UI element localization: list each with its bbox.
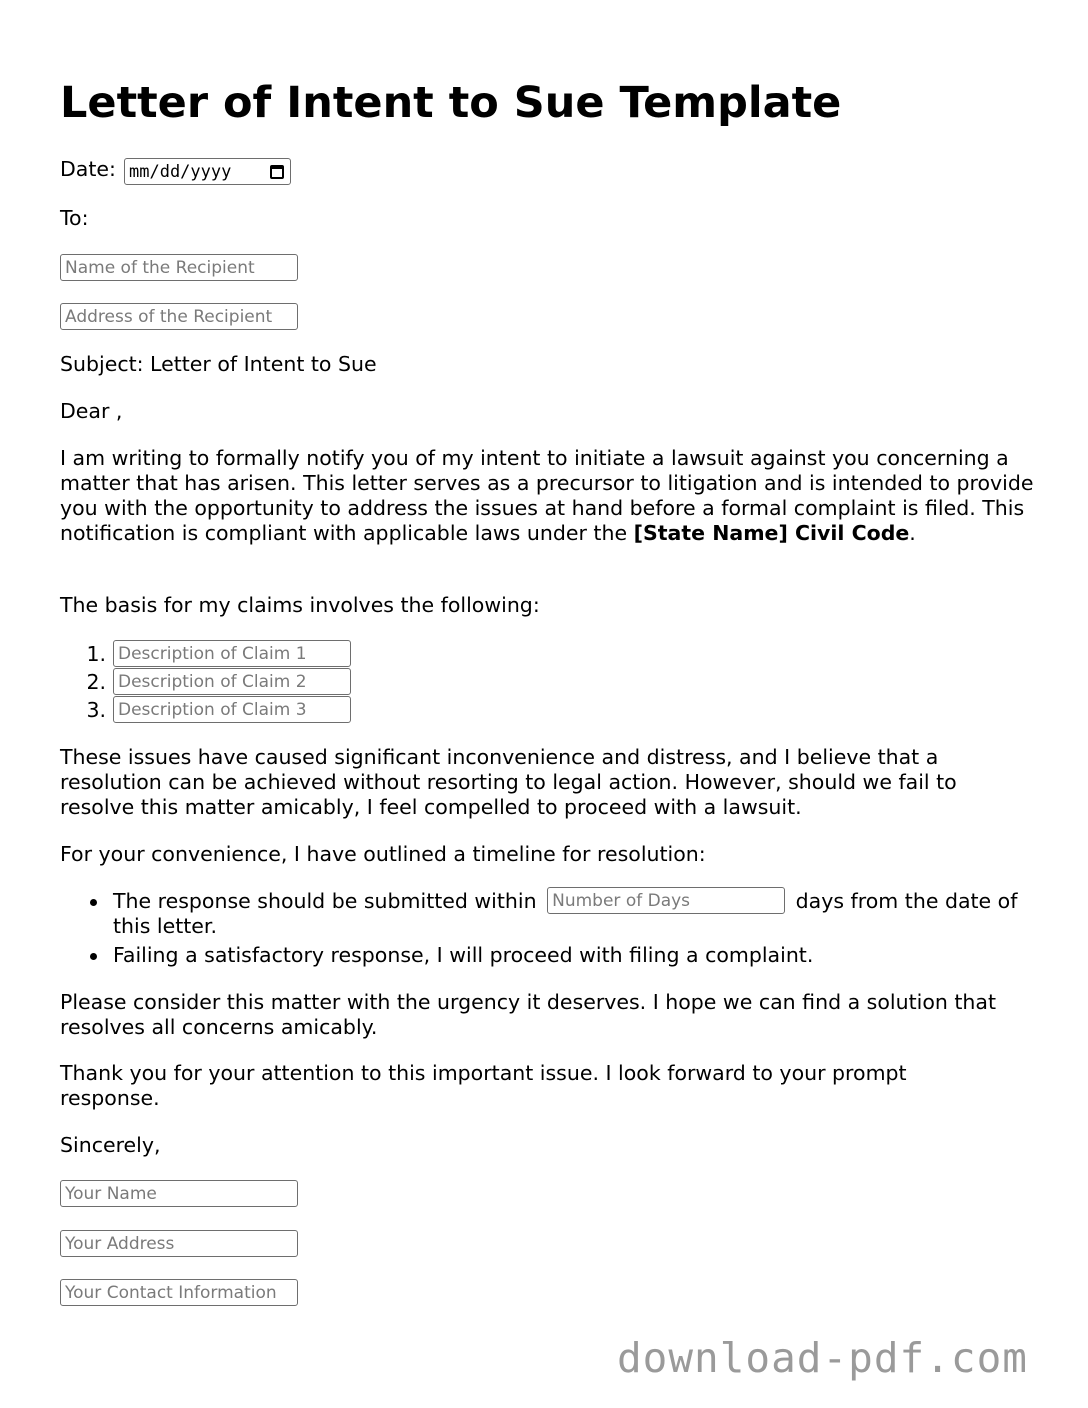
claim-item: [60, 696, 351, 723]
claim-number: 3.: [86, 697, 106, 722]
your-address-input[interactable]: [60, 1230, 298, 1257]
to-label: To:: [60, 206, 89, 230]
claim-3-input[interactable]: [113, 696, 351, 723]
your-name-input[interactable]: [60, 1180, 298, 1207]
date-placeholder: mm/dd/yyyy: [129, 161, 232, 182]
claim-number: 2.: [86, 669, 106, 694]
claim-1-input[interactable]: [113, 640, 351, 667]
timeline-intro: For your convenience, I have outlined a timeline for resolution:: [60, 842, 706, 866]
claim-2-input[interactable]: [113, 668, 351, 695]
intro-text: I am writing to formally notify you of my intent to initiate a lawsuit against you concerning a matter that has arisen. This letter serves as a precursor to litigation and is intended to provide you with the opportunity to address the issues at hand before a formal complaint is filed. This notification is compliant with applicable laws under the: [60, 446, 1034, 545]
date-label: Date:: [60, 157, 116, 181]
closing: Sincerely,: [60, 1133, 161, 1157]
urgency-paragraph: Please consider this matter with the urgency it deserves. I hope we can find a solution that resolves all concerns amicably.: [60, 990, 997, 1039]
recipient-name-input[interactable]: [60, 254, 298, 281]
date-input[interactable]: [124, 158, 291, 185]
claim-item: [60, 640, 351, 667]
number-of-days-input[interactable]: [547, 887, 785, 914]
issues-paragraph: These issues have caused significant inconvenience and distress, and I believe that a resolution can be achieved without resorting to legal action. However, should we fail to resolve this matter amicably, I feel compelled to proceed with a lawsuit.: [60, 745, 957, 819]
salutation: Dear ,: [60, 399, 123, 423]
your-contact-input[interactable]: [60, 1279, 298, 1306]
timeline-item2-text: Failing a satisfactory response, I will proceed with filing a complaint.: [113, 943, 814, 967]
state-civil-code: [State Name] Civil Code: [633, 521, 910, 545]
intro-paragraph: [60, 446, 1035, 546]
bullet-icon: [90, 899, 97, 906]
calendar-icon[interactable]: [270, 165, 284, 179]
thanks-paragraph: Thank you for your attention to this important issue. I look forward to your prompt response.: [60, 1061, 907, 1110]
timeline-item-text: [113, 889, 1033, 939]
timeline-item1-after: days from the date of this letter.: [113, 889, 1018, 938]
claim-item: [60, 668, 351, 695]
timeline-item1-before: The response should be submitted within: [113, 889, 537, 913]
watermark: download-pdf.com: [617, 1334, 1028, 1382]
claim-number: 1.: [86, 641, 106, 666]
intro-end: .: [909, 521, 916, 545]
subject-line: Subject: Letter of Intent to Sue: [60, 352, 377, 376]
bullet-icon: [90, 953, 97, 960]
page-title: Letter of Intent to Sue Template: [60, 78, 842, 128]
recipient-address-input[interactable]: [60, 303, 298, 330]
claims-intro: The basis for my claims involves the following:: [60, 593, 540, 617]
